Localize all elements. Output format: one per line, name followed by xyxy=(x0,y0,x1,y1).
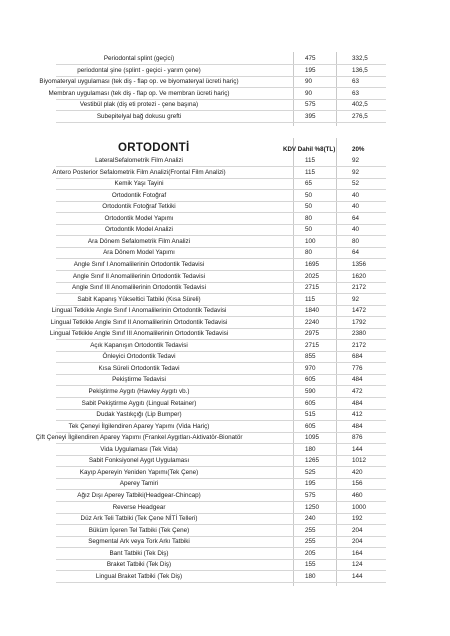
price-kdv: 855 xyxy=(305,353,316,361)
percent-column-header: 20% xyxy=(352,146,365,153)
price-kdv: 80 xyxy=(305,214,313,222)
procedure-name: Vida Uygulaması (Tek Vida) xyxy=(100,445,178,453)
price-kdv: 575 xyxy=(305,491,316,499)
price-kdv: 195 xyxy=(305,480,316,488)
price-discounted: 684 xyxy=(352,353,363,361)
procedure-name: Sabit Fonksiyonel Aygıt Uygulaması xyxy=(88,457,190,465)
price-discounted: 2172 xyxy=(352,341,367,349)
procedure-name: Tek Çeneyi İlgilendiren Aparey Yapımı (Vida Hariç) xyxy=(68,422,210,430)
procedure-name: Angle Sınıf III Anomalilerinin Ortodontik Tedavisi xyxy=(72,284,206,292)
price-discounted: 204 xyxy=(352,526,363,534)
procedure-name: Pekiştirme Tedavisi xyxy=(112,376,166,384)
price-discounted: 2172 xyxy=(352,284,367,292)
procedure-name: Kısa Süreli Ortodontik Tedavi xyxy=(98,364,180,372)
price-discounted: 402,5 xyxy=(352,101,368,109)
procedure-name: Angle Sınıf I Anomalilerinin Ortodontik Tedavisi xyxy=(73,260,205,268)
price-kdv: 2715 xyxy=(305,341,320,349)
procedure-name: Vestibül plak (diş eti protezi - çene başına) xyxy=(79,101,199,109)
price-discounted: 776 xyxy=(352,364,363,372)
procedure-name: Lingual Tetkikle Angle Sınıf I Anomalilerinin Ortodontik Tedavisi xyxy=(51,307,227,315)
procedure-name: Lingual Tetkikle Angle Sınıf III Anomalilerinin Ortodontik Tedavisi xyxy=(49,330,229,338)
procedure-name: Sabit Pekiştirme Aygıtı (Lingual Retainer) xyxy=(81,399,197,407)
procedure-name: Reverse Headgear xyxy=(112,503,166,511)
procedure-name: Sabit Kapanış Yükseltici Tatbiki (Kısa Süreli) xyxy=(77,295,201,303)
price-discounted: 484 xyxy=(352,399,363,407)
procedure-name: periodontal şine (splint - geçici - yarım çene) xyxy=(77,66,201,74)
price-kdv: 65 xyxy=(305,180,313,188)
price-discounted: 460 xyxy=(352,491,363,499)
price-kdv: 90 xyxy=(305,89,313,97)
price-discounted: 1356 xyxy=(352,260,367,268)
price-kdv: 255 xyxy=(305,538,316,546)
price-kdv: 180 xyxy=(305,445,316,453)
price-kdv: 2715 xyxy=(305,284,320,292)
procedure-name: Düz Ark Teli Tatbiki (Tek Çene NİTİ Telleri) xyxy=(80,515,198,523)
price-kdv: 395 xyxy=(305,113,316,120)
price-kdv: 115 xyxy=(305,295,316,303)
procedure-name: Ortodontik Model Yapımı xyxy=(104,214,174,222)
price-kdv: 50 xyxy=(305,203,313,211)
price-discounted: 420 xyxy=(352,468,363,476)
procedure-name: Lingual Braket Tatbiki (Tek Diş) xyxy=(95,572,183,580)
row-separator xyxy=(56,582,386,583)
price-discounted: 1472 xyxy=(352,307,367,315)
procedure-name: Ortodontik Fotoğraf xyxy=(111,191,167,199)
price-kdv: 590 xyxy=(305,388,316,395)
price-kdv: 575 xyxy=(305,101,316,109)
price-discounted: 1000 xyxy=(352,503,367,511)
procedure-name: Angle Sınıf II Anomalilerinin Ortodontik Tedavisi xyxy=(72,272,206,280)
procedure-name: Segmental Ark veya Tork Arkı Tatbiki xyxy=(88,538,190,546)
procedure-name: Ağız Dışı Aperey Tatbiki(Headgear-Chincap) xyxy=(77,491,201,499)
price-kdv: 195 xyxy=(305,66,316,74)
price-discounted: 1620 xyxy=(352,272,367,280)
price-kdv: 240 xyxy=(305,515,316,523)
price-discounted: 484 xyxy=(352,422,363,430)
price-kdv: 115 xyxy=(305,168,316,176)
procedure-name: Ara Dönem Sefalometrik Film Analizi xyxy=(87,237,191,245)
price-kdv: 1250 xyxy=(305,503,320,511)
price-kdv: 605 xyxy=(305,422,316,430)
price-discounted: 124 xyxy=(352,561,363,569)
price-discounted: 92 xyxy=(352,157,360,164)
procedure-name: Kayıp Apereyin Yeniden Yapımı(Tek Çene) xyxy=(79,468,199,476)
price-discounted: 40 xyxy=(352,191,360,199)
kdv-column-header: KDV Dahil %8(TL) xyxy=(283,146,336,153)
price-discounted: 276,5 xyxy=(352,113,368,120)
procedure-name: Bant Tatbiki (Tek Diş) xyxy=(109,549,169,557)
procedure-name: Çift Çeneyi İlgilendiren Aparey Yapımı (Frankel Aygıtları-Aktivatör-Bionatör xyxy=(35,434,243,442)
price-discounted: 472 xyxy=(352,388,363,395)
price-kdv: 1265 xyxy=(305,457,320,465)
price-discounted: 92 xyxy=(352,168,360,176)
price-kdv: 1840 xyxy=(305,307,320,315)
price-discounted: 876 xyxy=(352,434,363,442)
price-discounted: 80 xyxy=(352,237,360,245)
procedure-name: Aperey Tamiri xyxy=(119,480,159,488)
price-kdv: 515 xyxy=(305,411,316,419)
price-discounted: 412 xyxy=(352,411,363,419)
price-kdv: 2240 xyxy=(305,318,320,326)
procedure-name: Pekiştirme Aygıtı (Hawley Aygıtı vb.) xyxy=(88,388,190,395)
price-kdv: 50 xyxy=(305,191,313,199)
section-title: ORTODONTİ xyxy=(118,142,190,154)
price-discounted: 484 xyxy=(352,376,363,384)
price-kdv: 525 xyxy=(305,468,316,476)
procedure-name: Subepitelyal bağ dokusu grefti xyxy=(96,113,182,120)
procedure-name: Membran uygulaması (tek diş - flap op. Ve membran ücreti hariç) xyxy=(48,89,230,97)
price-kdv: 605 xyxy=(305,399,316,407)
price-kdv: 205 xyxy=(305,549,316,557)
procedure-name: Ara Dönem Model Yapımı xyxy=(103,249,175,257)
price-discounted: 144 xyxy=(352,445,363,453)
price-kdv: 90 xyxy=(305,78,313,86)
price-discounted: 156 xyxy=(352,480,363,488)
price-discounted: 1012 xyxy=(352,457,367,465)
price-discounted: 64 xyxy=(352,214,360,222)
price-kdv: 475 xyxy=(305,55,316,62)
price-kdv: 970 xyxy=(305,364,316,372)
price-discounted: 64 xyxy=(352,249,360,257)
price-discounted: 204 xyxy=(352,538,363,546)
procedure-name: Önleyici Ortodontik Tedavi xyxy=(102,353,176,361)
price-discounted: 164 xyxy=(352,549,363,557)
price-kdv: 180 xyxy=(305,572,316,580)
price-discounted: 332,5 xyxy=(352,55,368,62)
price-kdv: 115 xyxy=(305,157,316,164)
procedure-name: Kemik Yaşı Tayini xyxy=(114,180,164,188)
price-discounted: 40 xyxy=(352,203,360,211)
price-discounted: 40 xyxy=(352,226,360,234)
price-kdv: 605 xyxy=(305,376,316,384)
price-kdv: 2025 xyxy=(305,272,320,280)
price-kdv: 1695 xyxy=(305,260,320,268)
procedure-name: Biyomateryal uygulaması (tek diş - flap op. ve biyomateryal ücreti hariç) xyxy=(39,78,239,86)
price-discounted: 144 xyxy=(352,572,363,580)
procedure-name: Braket Tatbiki (Tek Diş) xyxy=(106,561,172,569)
price-kdv: 155 xyxy=(305,561,316,569)
price-kdv: 1095 xyxy=(305,434,320,442)
price-discounted: 192 xyxy=(352,515,363,523)
procedure-name: LateralSefalometrik Film Analizi xyxy=(95,157,183,164)
procedure-name: Antero Posterior Sefalometrik Film Analizi(Frontal Film Analizi) xyxy=(52,168,226,176)
price-kdv: 2975 xyxy=(305,330,320,338)
price-discounted: 92 xyxy=(352,295,360,303)
procedure-name: Büküm İçeren Tel Tatbiki (Tek Çene) xyxy=(88,526,190,534)
price-discounted: 63 xyxy=(352,78,360,86)
procedure-name: Açık Kapanışın Ortodontik Tedavisi xyxy=(90,341,188,349)
price-discounted: 136,5 xyxy=(352,66,368,74)
procedure-name: Lingual Tetkikle Angle Sınıf II Anomalilerinin Ortodontik Tedavisi xyxy=(50,318,228,326)
procedure-name: Ortodontik Model Analizi xyxy=(105,226,173,234)
row-separator xyxy=(56,122,386,123)
procedure-name: Dudak Yastıkçığı (Lip Bumper) xyxy=(96,411,182,419)
price-kdv: 80 xyxy=(305,249,313,257)
procedure-name: Ortodontik Fotoğraf Tetkiki xyxy=(102,203,176,211)
price-discounted: 52 xyxy=(352,180,360,188)
price-discounted: 1792 xyxy=(352,318,367,326)
price-discounted: 2380 xyxy=(352,330,367,338)
price-discounted: 63 xyxy=(352,89,360,97)
price-kdv: 255 xyxy=(305,526,316,534)
price-kdv: 100 xyxy=(305,237,316,245)
price-kdv: 50 xyxy=(305,226,313,234)
procedure-name: Periodontal splint (geçici) xyxy=(103,55,175,62)
